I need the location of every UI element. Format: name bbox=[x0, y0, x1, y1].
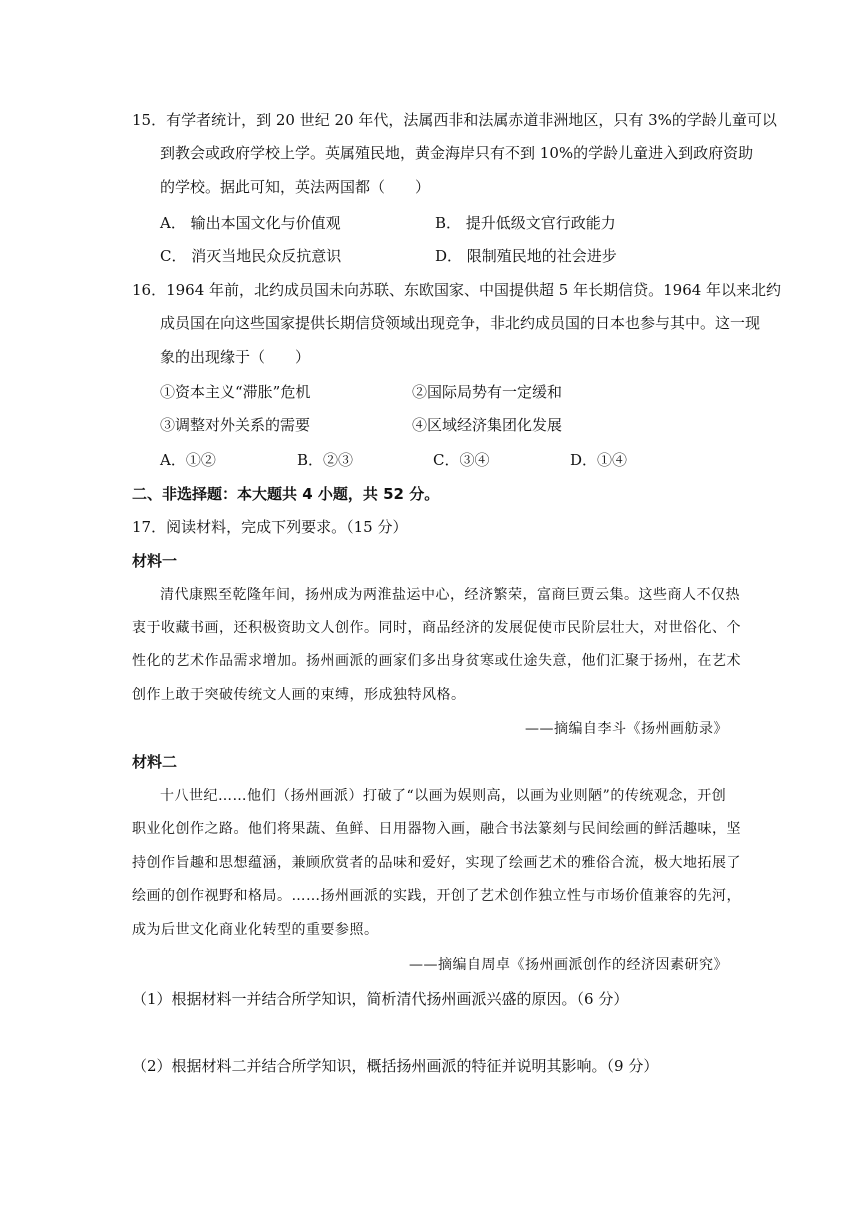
q16-item-1: ①资本主义“滞胀”危机 bbox=[160, 383, 311, 401]
q16-option-a: A．①② bbox=[160, 451, 216, 469]
q16-stem-line-3: 象的出现缘于（ ） bbox=[160, 348, 311, 366]
material1-line-4: 创作上敢于突破传统文人画的束缚，形成独特风格。 bbox=[132, 687, 466, 703]
q16-item-4: ④区域经济集团化发展 bbox=[412, 416, 563, 434]
q15-option-d: D． 限制殖民地的社会进步 bbox=[435, 247, 617, 265]
material2-line-4: 绘画的创作视野和格局。……扬州画派的实践，开创了艺术创作独立性与市场价值兼容的先河， bbox=[132, 888, 741, 904]
q15-option-c: C． 消灭当地民众反抗意识 bbox=[160, 247, 342, 265]
q16-option-d: D．①④ bbox=[570, 451, 628, 469]
q16-stem-line-2: 成员国在向这些国家提供长期信贷领域出现竞争，非北约成员国的日本也参与其中。这一现 bbox=[160, 314, 761, 332]
q17-intro: 17．阅读材料，完成下列要求。（15 分） bbox=[132, 518, 408, 536]
material2-label: 材料二 bbox=[132, 753, 178, 771]
q16-option-b: B．②③ bbox=[297, 451, 354, 469]
material2-line-5: 成为后世文化商业化转型的重要参照。 bbox=[132, 922, 379, 938]
q16-item-3: ③调整对外关系的需要 bbox=[160, 416, 311, 434]
q16-option-c: C．③④ bbox=[433, 451, 490, 469]
material1-label: 材料一 bbox=[132, 552, 178, 570]
q15-option-b: B． 提升低级文官行政能力 bbox=[435, 214, 616, 232]
q15-stem-line-2: 到教会或政府学校上学。英属殖民地，黄金海岸只有不到 10%的学龄儿童进入到政府资助 bbox=[160, 144, 754, 162]
q16-stem-line-1: 16．1964 年前，北约成员国未向苏联、东欧国家、中国提供超 5 年长期信贷。1964 年以来北约 bbox=[132, 281, 782, 299]
material2-line-1: 十八世纪……他们（扬州画派）打破了“以画为娱则高，以画为业则陋”的传统观念，开创 bbox=[160, 788, 727, 804]
q17-sub-question-1: （1）根据材料一并结合所学知识，简析清代扬州画派兴盛的原因。（6 分） bbox=[132, 990, 629, 1008]
q15-stem-line-3: 的学校。据此可知，英法两国都（ ） bbox=[160, 178, 431, 196]
material1-line-1: 清代康熙至乾隆年间，扬州成为两淮盐运中心，经济繁荣，富商巨贾云集。这些商人不仅热 bbox=[160, 587, 740, 603]
material2-line-2: 职业化创作之路。他们将果蔬、鱼鲜、日用器物入画，融合书法篆刻与民间绘画的鲜活趣味，坚 bbox=[132, 821, 741, 837]
q15-stem-line-1: 15．有学者统计，到 20 世纪 20 年代，法属西非和法属赤道非洲地区，只有 3%的学龄儿童可以 bbox=[132, 111, 777, 129]
material1-line-3: 性化的艺术作品需求增加。扬州画派的画家们多出身贫寒或仕途失意，他们汇聚于扬州，在艺术 bbox=[132, 653, 741, 669]
section-heading: 二、非选择题：本大题共 4 小题，共 52 分。 bbox=[132, 485, 440, 503]
material1-source: ——摘编自李斗《扬州画舫录》 bbox=[525, 721, 728, 737]
material2-source: ——摘编自周卓《扬州画派创作的经济因素研究》 bbox=[409, 957, 728, 973]
q16-item-2: ②国际局势有一定缓和 bbox=[412, 383, 563, 401]
material1-line-2: 衷于收藏书画，还积极资助文人创作。同时，商品经济的发展促使市民阶层壮大，对世俗化、个 bbox=[132, 620, 741, 636]
q15-option-a: A． 输出本国文化与价值观 bbox=[160, 214, 341, 232]
q17-sub-question-2: （2）根据材料二并结合所学知识，概括扬州画派的特征并说明其影响。（9 分） bbox=[132, 1057, 659, 1075]
material2-line-3: 持创作旨趣和思想蕴涵，兼顾欣赏者的品味和爱好，实现了绘画艺术的雅俗合流，极大地拓展了 bbox=[132, 855, 741, 871]
